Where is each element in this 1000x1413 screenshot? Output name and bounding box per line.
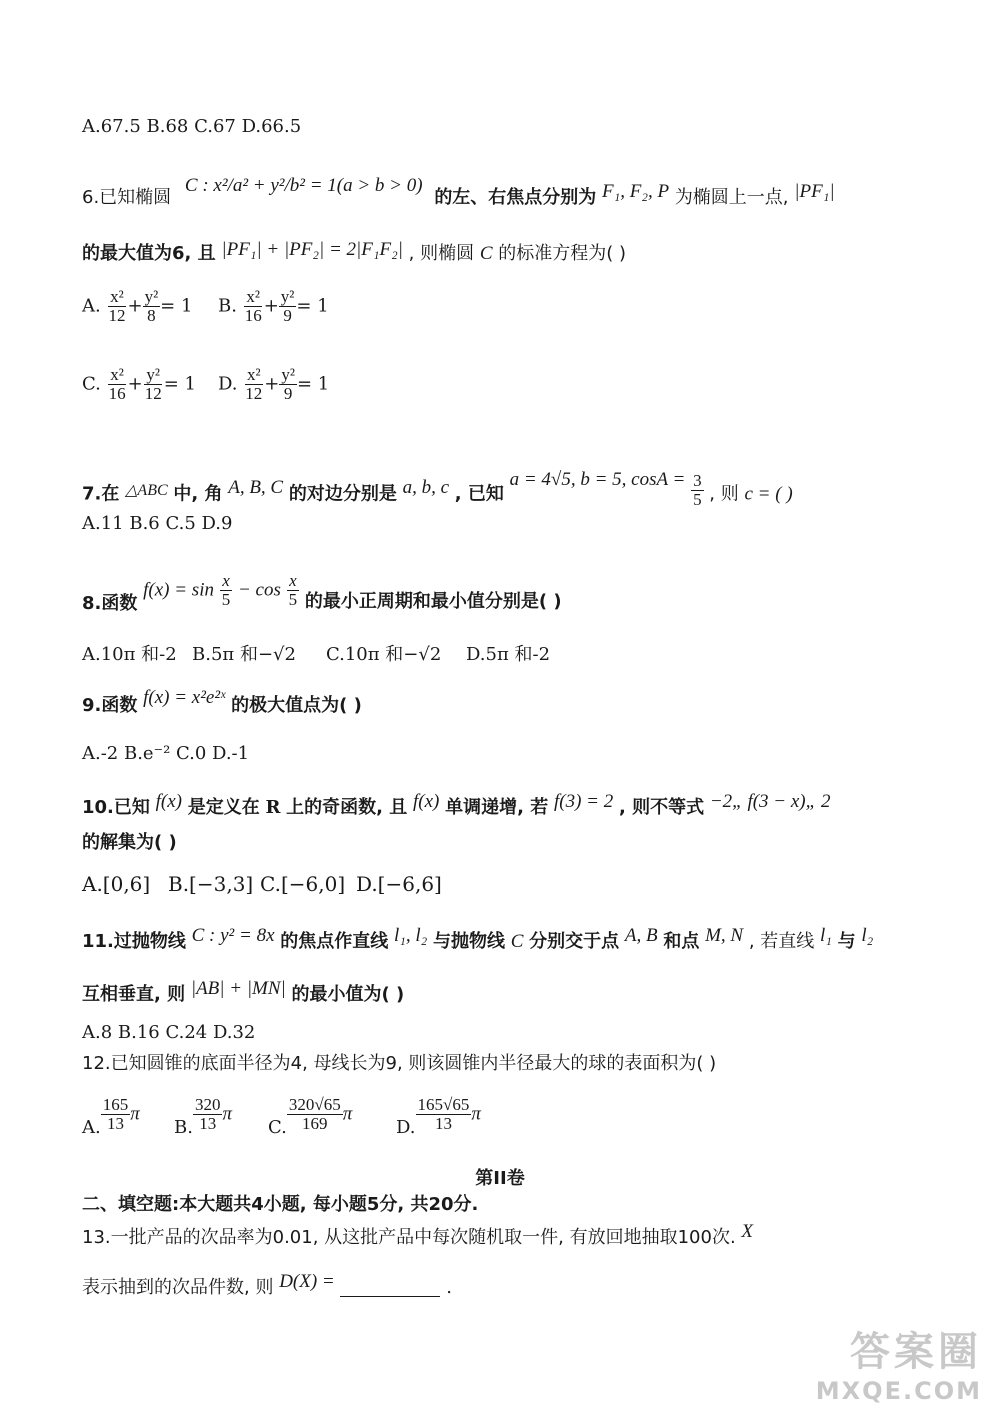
q7-t1: 中, 角 [173,483,223,505]
q6-foci: F₁, F₂, P [602,181,670,202]
q8-option-b: B.5π 和−√2 [192,644,296,665]
q6-line1 [82,175,835,208]
q6-line2b: , 则椭圆 [408,243,475,264]
q6-line2c: 的标准方程为( ) [498,243,627,264]
q11-t5: , 若直线 [748,931,815,952]
q9-options: A.-2 B.e⁻² C.0 D.-1 [82,743,250,764]
q10-f1: f(x) [155,791,182,812]
q10-option-b: B.[−3,3] [168,872,254,896]
q11-line1 [82,925,874,952]
q8-prefix: 8.函数 [82,593,138,615]
q12-option-a: A. $\frac{165}{13}$ π [82,1095,140,1139]
q13-dx: D(X) = [279,1271,335,1292]
q11-ab: A, B [624,925,658,946]
q6-mid: 的左、右焦点分别为 [434,187,597,208]
q12-option-c: C. $\frac{320√65}{169}$ π [268,1095,353,1139]
q10-R: R [265,797,281,818]
q7-fraction: $\frac{3}{5}$ [693,471,702,509]
section2-heading: 二、填空题:本大题共4小题, 每小题5分, 共20分. [82,1194,479,1215]
q11-mn: M, N [705,925,744,946]
q13-line1 [82,1221,754,1248]
q7-ask: c = ( ) [744,483,793,505]
q5-options: A.67.5 B.68 C.67 D.66.5 [82,116,302,137]
q11-t4: 和点 [663,931,700,952]
q6-option-c: C. $\frac{\text{x²}}{16}$ + $\frac{\text{y²}}{12}$ = 1 [82,365,196,403]
q12-option-b: B. $\frac{320}{13}$ π [174,1095,232,1139]
q10-inequality: −2„ f(3 − x)„ 2 [709,791,831,812]
q6-option-a: A. $\frac{\text{x²}}{12}$ + $\frac{\text{y²}}{8}$ = 1 [82,287,193,325]
q8-option-a: A.10π 和-2 [82,644,177,665]
q7-prefix: 7.在 [82,483,120,505]
q12-option-d: D. $\frac{165√65}{13}$ π [396,1095,481,1139]
section-title: 第II卷 [475,1168,525,1189]
q8-line [82,571,562,615]
q11-t2: 与抛物线 [433,931,505,952]
watermark-url: MXQE.COM [815,1377,982,1405]
q10-t1: 是定义在 [187,797,260,818]
q10-option-a: A.[0,6] [82,872,151,896]
q7-line1 [82,469,793,513]
q7-options: A.11 B.6 C.5 D.9 [82,513,233,534]
watermark-logo-text: 答案圈 [850,1329,982,1375]
q11-cc: C [510,931,524,952]
q6-line2a: 的最大值为6, 且 [82,243,216,264]
q9-function: f(x) = x²e²ˣ [143,687,226,708]
q7-triangle: △ABC [125,482,168,500]
q11-t3: 分别交于点 [529,931,620,952]
q6-condition: |PF₁| + |PF₂| = 2|F₁F₂| [221,239,403,260]
q10-line1 [82,791,831,818]
q10-f2: f(x) [413,791,440,812]
q10-t4: , 则不等式 [618,797,705,818]
q7-t4: , 则 [709,483,739,505]
q11-line2b: 的最小值为( ) [291,984,405,1005]
q13-text: 13.一批产品的次品率为0.01, 从这批产品中每次随机取一件, 有放回地抽取100次. [82,1227,736,1248]
q6-pf1: |PF₁| [794,181,835,202]
q8-frac2: $\frac{x}{5}$ [288,571,298,609]
q6-option-d: D. $\frac{\text{x²}}{12}$ + $\frac{\text{y²}}{9}$ = 1 [218,365,330,403]
q7-condition: a = 4√5, b = 5, cosA = [509,469,686,491]
q7-t3: , 已知 [454,483,504,505]
q6-line2 [82,239,627,264]
q8-suffix: 的最小正周期和最小值分别是( ) [304,591,562,613]
q8-function: f(x) = sin [143,579,214,601]
q6-c: C [479,243,493,264]
q13-answer-blank[interactable] [340,1280,440,1297]
q10-t3: 单调递增, 若 [445,797,549,818]
q9-prefix: 9.函数 [82,695,138,716]
q7-sides: a, b, c [402,477,450,499]
q13-end: . [446,1277,452,1298]
q12-text: 12.已知圆锥的底面半径为4, 母线长为9, 则该圆锥内半径最大的球的表面积为( ) [82,1053,717,1074]
q8-option-d: D.5π 和-2 [466,644,551,665]
q11-line2a: 互相垂直, 则 [82,984,186,1005]
q10-line2: 的解集为( ) [82,832,177,853]
q11-t1: 的焦点作直线 [280,931,389,952]
q10-prefix: 10.已知 [82,797,150,818]
q11-l1: l₁ [820,925,832,946]
q8-option-c: C.10π 和−√2 [326,644,442,665]
q10-f3: f(3) = 2 [553,791,614,812]
q6-mid2: 为椭圆上一点, [674,187,789,208]
q13-line2 [82,1271,452,1298]
q9-suffix: 的极大值点为( ) [231,695,362,716]
q10-t2: 上的奇函数, 且 [286,797,408,818]
q10-option-d: D.[−6,6] [356,872,442,896]
q6-ellipse-equation: C : x²/a² + y²/b² = 1(a > b > 0) [184,175,423,196]
q11-lines: l₁, l₂ [393,925,428,946]
q11-t6: 与 [837,931,856,952]
q11-l2: l₂ [861,925,874,946]
q8-frac1: $\frac{x}{5}$ [221,571,231,609]
q6-prefix: 6.已知椭圆 [82,187,172,208]
q7-angles: A, B, C [228,477,284,499]
q11-line2 [82,978,405,1005]
q10-option-c: C.[−6,0] [260,872,346,896]
q11-expr: |AB| + |MN| [190,978,286,999]
q11-options: A.8 B.16 C.24 D.32 [82,1022,256,1043]
q13-line2a: 表示抽到的次品件数, 则 [82,1277,274,1298]
q8-mid: − cos [237,579,281,601]
q11-prefix: 11.过抛物线 [82,931,186,952]
q13-x: X [741,1221,754,1242]
q6-option-b: B. $\frac{\text{x²}}{16}$ + $\frac{\text{y²}}{9}$ = 1 [218,287,329,325]
watermark [816,1320,982,1405]
q7-t2: 的对边分别是 [288,483,397,505]
q9-line [82,687,362,716]
q11-parabola: C : y² = 8x [191,925,275,946]
